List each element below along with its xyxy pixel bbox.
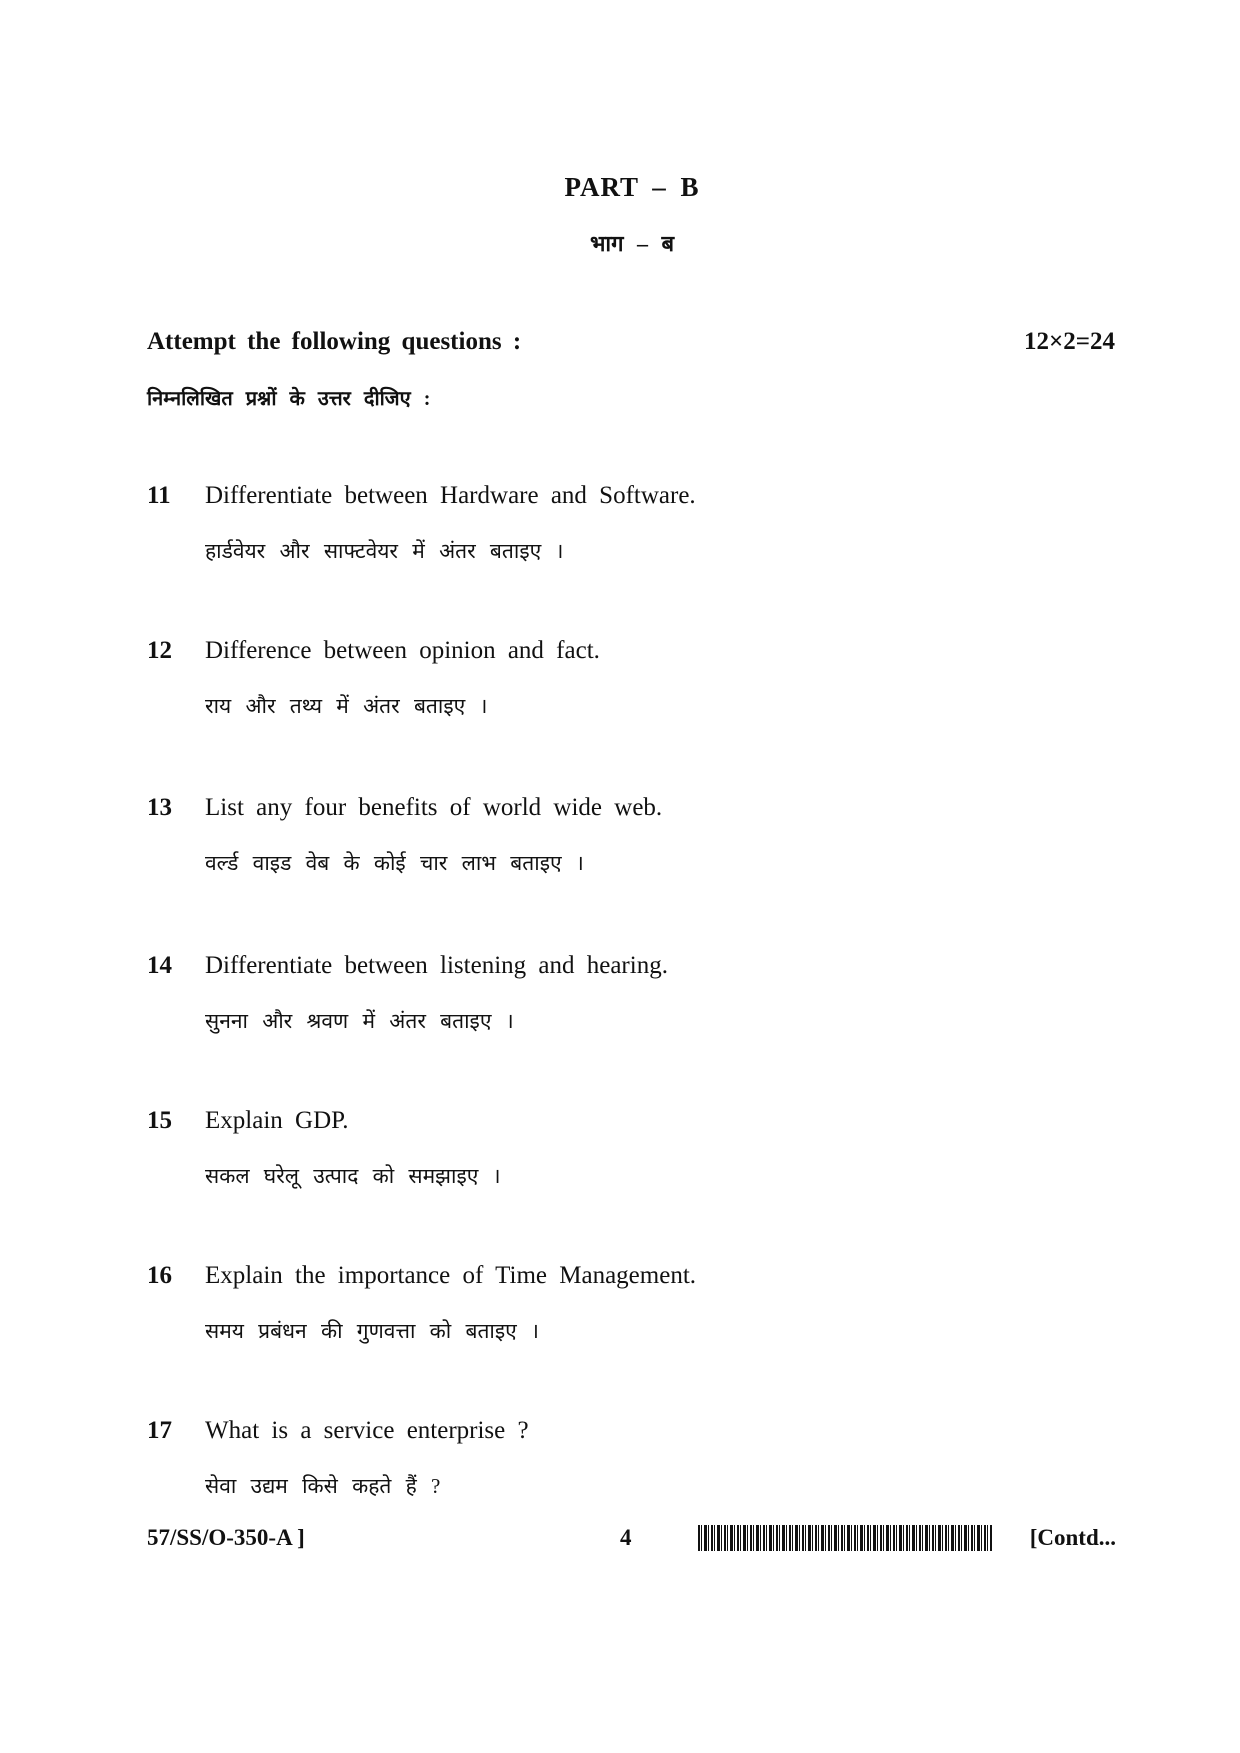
marks-distribution: 12×2=24 [1024, 328, 1115, 355]
question-text-hindi: सुनना और श्रवण में अंतर बताइए । [205, 1009, 514, 1033]
part-title-hindi: भाग – ब [589, 231, 675, 256]
question-text-hindi: सेवा उद्यम किसे कहते हैं ? [205, 1474, 441, 1498]
question-text: Differentiate between listening and hearing. [205, 952, 668, 979]
instruction-text-hindi: निम्नलिखित प्रश्नों के उत्तर दीजिए : [147, 388, 431, 410]
question-number: 16 [147, 1262, 172, 1289]
question-number: 15 [147, 1107, 172, 1134]
question-number: 11 [147, 482, 171, 509]
question-text: Difference between opinion and fact. [205, 637, 600, 664]
question-text-hindi: सकल घरेलू उत्पाद को समझाइए । [205, 1164, 501, 1188]
question-text: What is a service enterprise ? [205, 1417, 529, 1444]
question-text: List any four benefits of world wide web. [205, 794, 663, 821]
question-text-hindi: समय प्रबंधन की गुणवत्ता को बताइए । [205, 1319, 539, 1343]
question-text: Explain the importance of Time Management. [205, 1262, 697, 1289]
question-text-hindi: हार्डवेयर और साफ्टवेयर में अंतर बताइए । [205, 539, 564, 563]
question-number: 17 [147, 1417, 172, 1444]
question-text-hindi: राय और तथ्य में अंतर बताइए । [205, 694, 488, 718]
part-title: PART – B [564, 172, 700, 202]
question-text: Explain GDP. [205, 1107, 349, 1134]
page-number: 4 [620, 1525, 632, 1550]
barcode-graphic [698, 1525, 992, 1551]
question-text-hindi: वर्ल्ड वाइड वेब के कोई चार लाभ बताइए । [205, 851, 584, 875]
page-footer [0, 1525, 1240, 1565]
continued-marker: [Contd... [1029, 1525, 1116, 1550]
question-text: Differentiate between Hardware and Software. [205, 482, 696, 509]
question-number: 14 [147, 952, 172, 979]
question-number: 12 [147, 637, 172, 664]
instruction-text: Attempt the following questions : [147, 328, 522, 355]
paper-code: 57/SS/O-350-A ] [147, 1525, 305, 1550]
question-number: 13 [147, 794, 172, 821]
